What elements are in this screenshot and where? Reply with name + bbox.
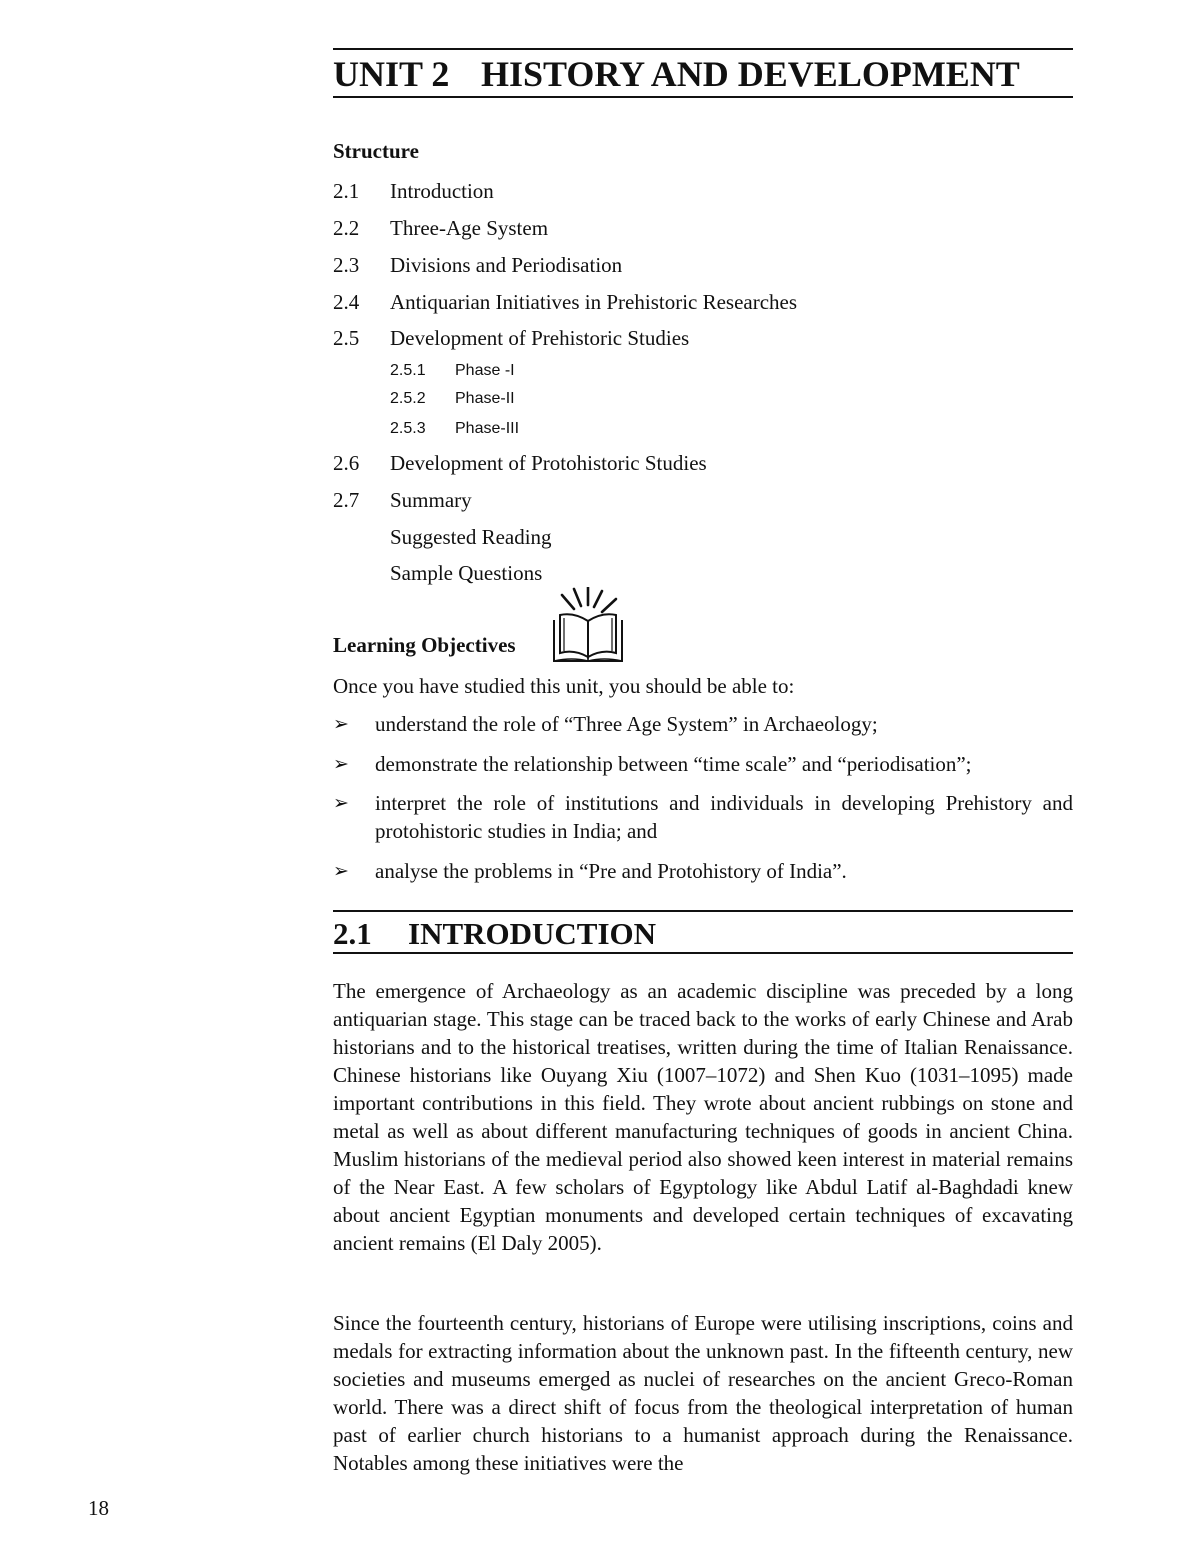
- unit-number: UNIT 2: [333, 54, 450, 94]
- objective-text: interpret the role of institutions and individuals in developing Prehistory and protohistoric studies in India; and: [375, 791, 1073, 843]
- objective-item: [333, 857, 1073, 885]
- toc-item-number: 2.3: [333, 253, 360, 277]
- arrow-bullet-icon: ➢: [333, 753, 349, 775]
- toc-item-title: Summary: [390, 488, 472, 512]
- section-number: 2.1: [333, 916, 372, 951]
- body-paragraph: The emergence of Archaeology as an academic discipline was preceded by a long antiquarian stage. This stage can be traced back to the works of early Chinese and Arab historians and to the historical treatises, written during the time of Italian Renaissance. Chinese historians like Ouyang Xiu (1007–1072) and Shen Kuo (1031–1095) made important contributions in this field. They wrote about ancient rubbings on stone and metal as well as about different manufacturing techniques of goods in ancient China. Muslim historians of the medieval period also showed keen interest in material remains of the Near East. A few scholars of Egyptology like Abdul Latif al-Baghdadi knew about ancient Egyptian monuments and developed certain techniques of excavating ancient remains (El Daly 2005).: [333, 979, 1073, 1255]
- open-book-icon: [548, 587, 628, 667]
- toc-item-title: Divisions and Periodisation: [390, 253, 623, 277]
- objective-item: [333, 789, 1073, 845]
- objective-text: demonstrate the relationship between “time scale” and “periodisation”;: [375, 752, 972, 776]
- unit-title-text: HISTORY AND DEVELOPMENT: [481, 54, 1020, 94]
- unit-title: [333, 50, 1073, 98]
- toc-item-number: 2.7: [333, 488, 360, 512]
- structure-heading: Structure: [333, 139, 419, 163]
- section-title-top-rule: [333, 910, 1073, 912]
- toc-subitem-title: Phase-II: [455, 390, 515, 407]
- toc-item-title: Sample Questions: [390, 561, 543, 585]
- arrow-bullet-icon: ➢: [333, 860, 349, 882]
- section-title-text: INTRODUCTION: [408, 916, 657, 951]
- objective-item: [333, 750, 1073, 778]
- toc-subitem-number: 2.5.2: [390, 390, 426, 407]
- toc-item-title: Three-Age System: [390, 216, 549, 240]
- unit-title-bottom-rule: [333, 96, 1073, 98]
- toc-item-title: Development of Protohistoric Studies: [390, 451, 707, 475]
- objective-text: analyse the problems in “Pre and Protohistory of India”.: [375, 859, 847, 883]
- body-paragraph: Since the fourteenth century, historians of Europe were utilising inscriptions, coins and medals for extracting information about the unknown past. In the fifteenth century, new societies and museums emerged as nuclei of researches on the ancient Greco-Roman world. There was a direct shift of focus from the theological interpretation of human past of earlier church historians to a humanist approach during the Renaissance. Notables among these initiatives were the: [333, 1311, 1073, 1475]
- toc-item-number: 2.1: [333, 179, 360, 203]
- toc-subitem-title: Phase -I: [455, 362, 515, 379]
- toc-subitem-number: 2.5.3: [390, 420, 426, 437]
- toc-subitem-number: 2.5.1: [390, 362, 426, 379]
- toc-subitem-title: Phase-III: [455, 420, 520, 437]
- section-title: [333, 914, 1073, 954]
- toc-item-number: 2.2: [333, 216, 360, 240]
- toc-item-title: Development of Prehistoric Studies: [390, 326, 690, 350]
- arrow-bullet-icon: ➢: [333, 792, 349, 814]
- toc-item-title: Antiquarian Initiatives in Prehistoric Researches: [390, 290, 798, 314]
- page-number: 18: [88, 1496, 109, 1520]
- objectives-intro: Once you have studied this unit, you should be able to:: [333, 674, 795, 698]
- section-title-bottom-rule: [333, 952, 1073, 954]
- toc-item-number: 2.4: [333, 290, 360, 314]
- learning-objectives-heading: Learning Objectives: [333, 633, 516, 657]
- objective-item: [333, 710, 1073, 738]
- toc-item-title: Suggested Reading: [390, 525, 552, 549]
- toc-item-title: Introduction: [390, 179, 494, 203]
- toc-item-number: 2.6: [333, 451, 360, 475]
- arrow-bullet-icon: ➢: [333, 713, 349, 735]
- toc-item-number: 2.5: [333, 326, 360, 350]
- objective-text: understand the role of “Three Age System” in Archaeology;: [375, 712, 878, 736]
